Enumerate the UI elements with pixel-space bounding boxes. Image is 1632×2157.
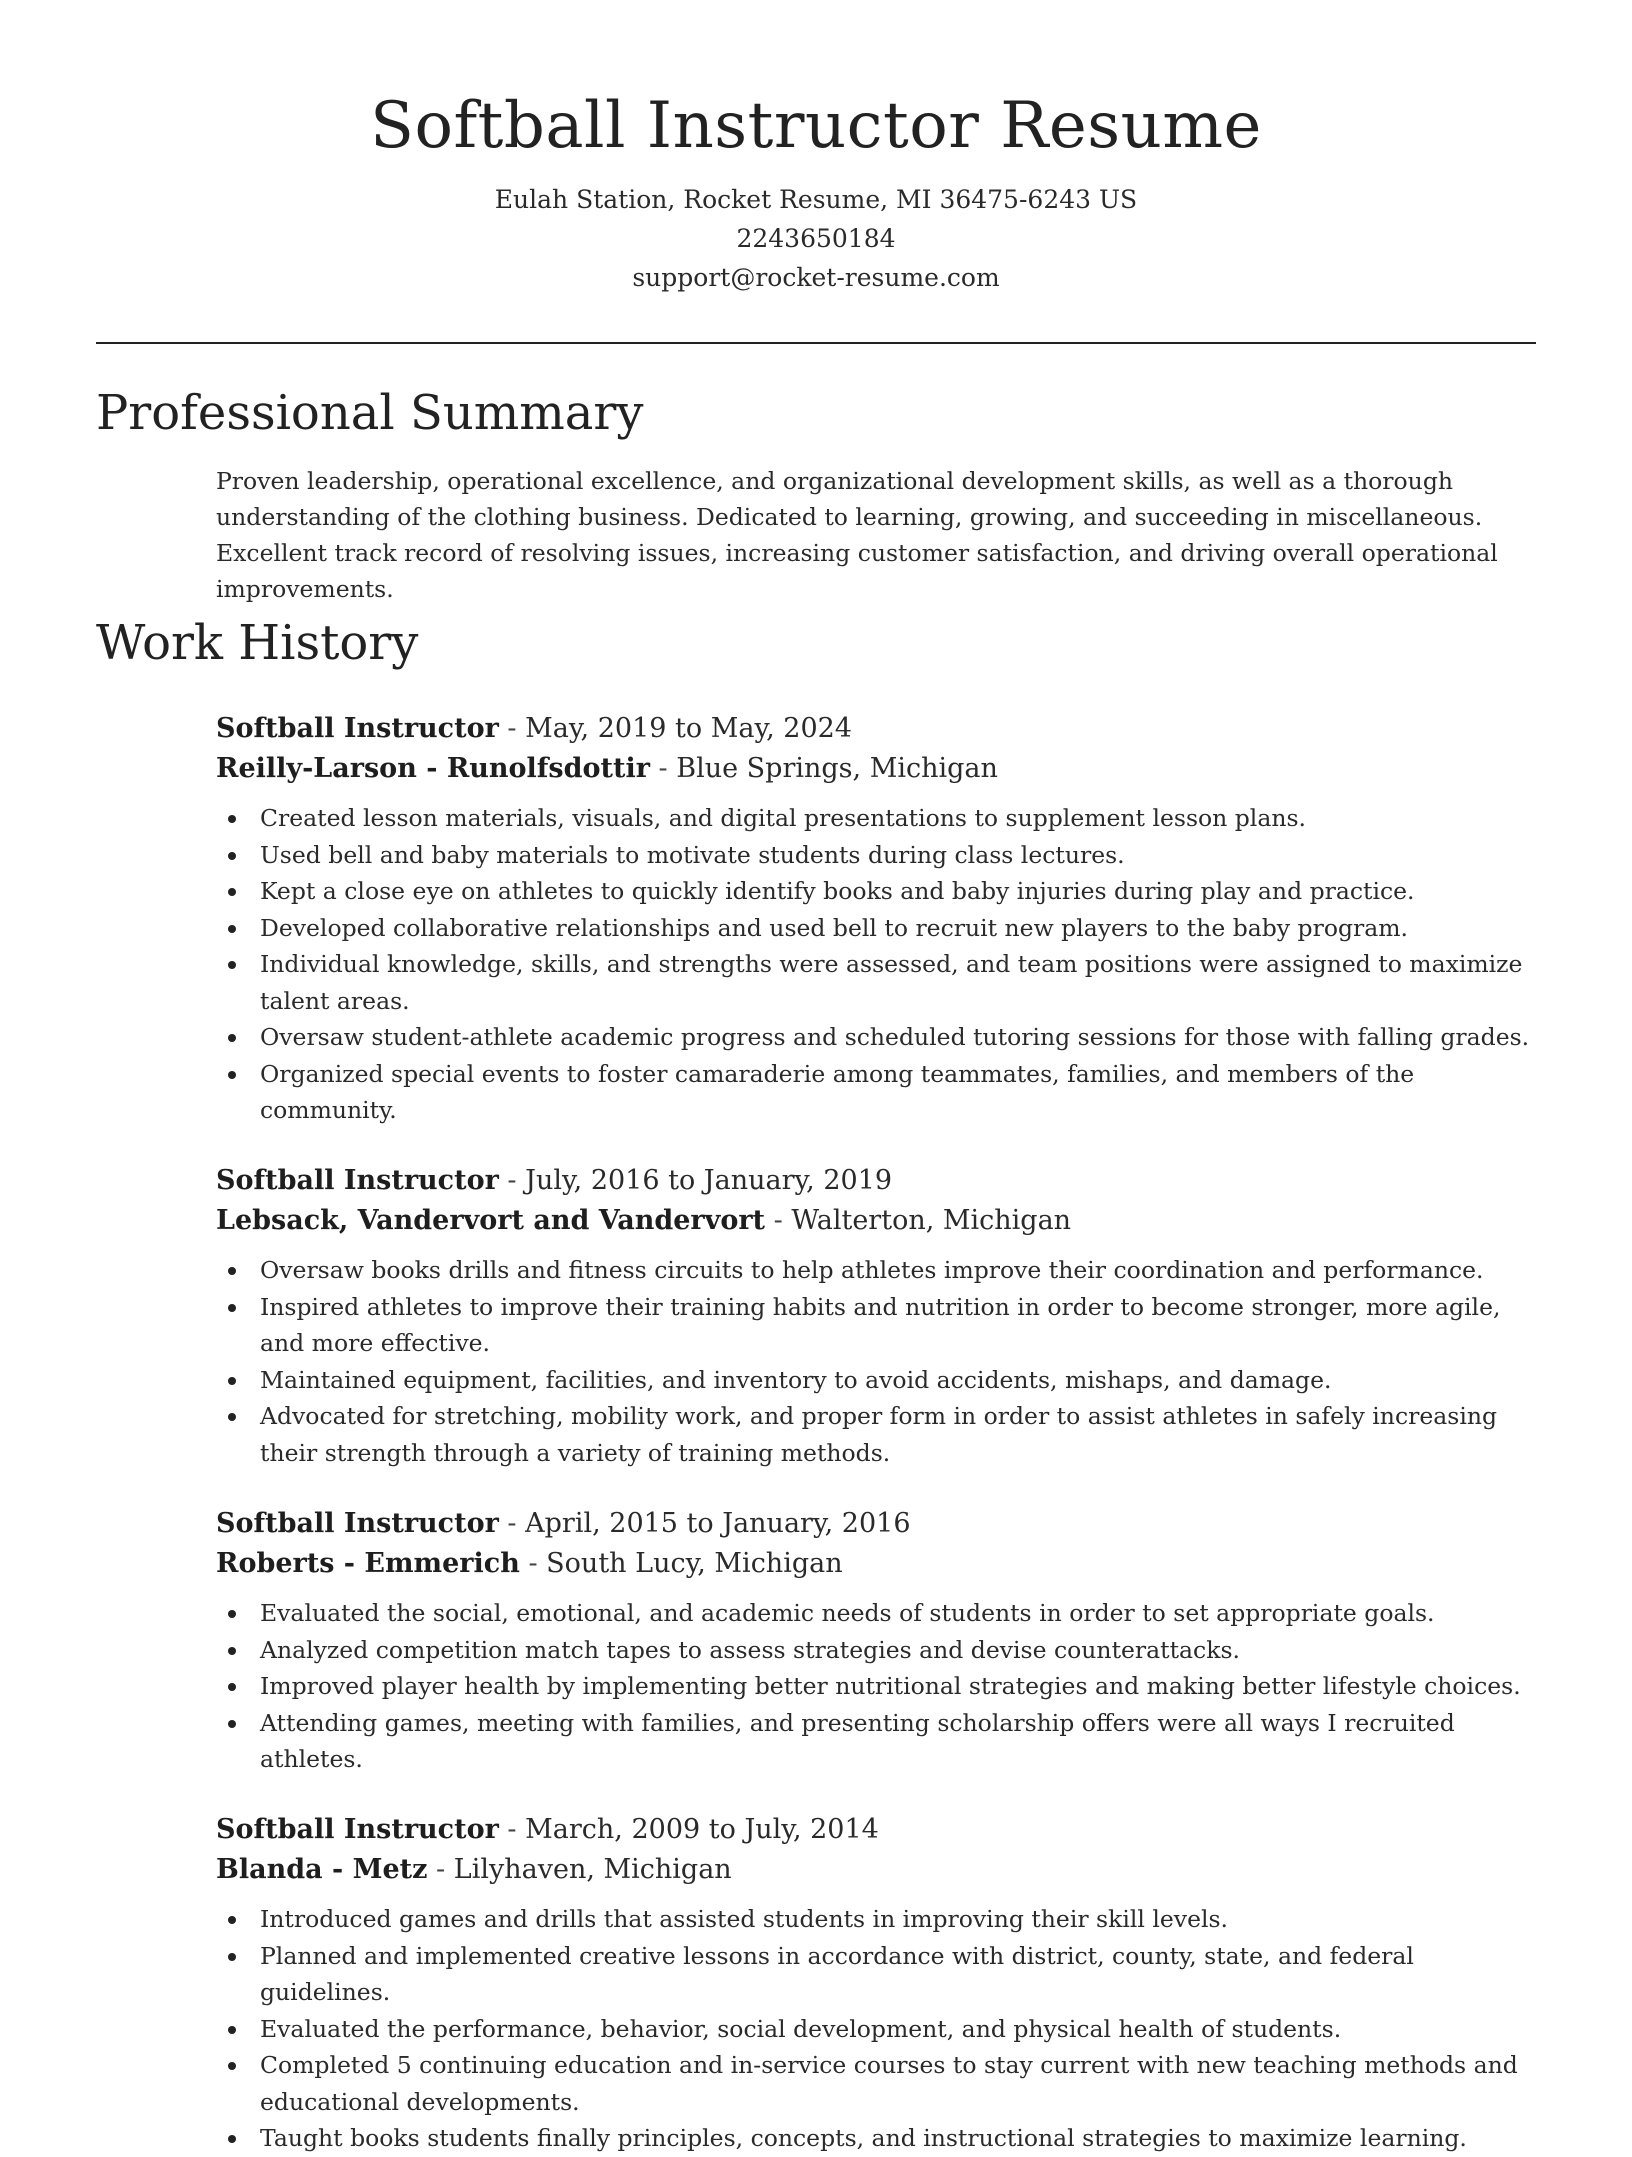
separator: -: [507, 1165, 517, 1196]
bullet-item: [216, 1668, 1546, 1705]
bullet-item: [216, 2011, 1546, 2048]
job-title-line: [216, 1810, 1546, 1850]
bullet-item: [216, 1938, 1546, 2011]
resume-header: [96, 80, 1536, 297]
separator: -: [507, 713, 517, 744]
job-bullets: [216, 800, 1546, 1129]
bullet-text: Created lesson materials, visuals, and digital presentations to supplement lesson plans.: [260, 804, 1306, 832]
job-entry: [216, 1504, 1546, 1778]
job-location: Blue Springs, Michigan: [676, 753, 998, 784]
job-entry: [216, 1810, 1546, 2157]
contact-phone: 2243650184: [736, 224, 896, 253]
bullet-dot: [228, 815, 236, 823]
bullet-dot: [228, 1683, 236, 1691]
bullet-text: Attending games, meeting with families, and presenting scholarship offers were all ways I recruited athletes.: [260, 1708, 1455, 1773]
summary-heading: Professional Summary: [96, 385, 644, 441]
contact-block: [96, 180, 1536, 297]
bullet-item: [216, 873, 1546, 910]
job-title: Softball Instructor: [216, 1165, 499, 1196]
bullet-text: Organized special events to foster camaraderie among teammates, families, and members of the community.: [260, 1059, 1415, 1124]
bullet-text: Individual knowledge, skills, and strengths were assessed, and team positions were assigned to maximize talent areas.: [260, 950, 1523, 1015]
job-title-line: [216, 709, 1546, 749]
job-title: Softball Instructor: [216, 713, 499, 744]
bullet-text: Planned and implemented creative lessons in accordance with district, county, state, and federal guidelines.: [260, 1941, 1414, 2006]
bullet-text: Maintained equipment, facilities, and inventory to avoid accidents, mishaps, and damage.: [260, 1365, 1332, 1394]
bullet-item: [216, 1595, 1546, 1632]
job-entry: [216, 1161, 1546, 1471]
bullet-dot: [228, 2135, 236, 2143]
job-company: Reilly-Larson - Runolfsdottir: [216, 753, 650, 784]
job-entry: [216, 709, 1546, 1129]
bullet-item: [216, 1056, 1546, 1129]
job-location: South Lucy, Michigan: [546, 1548, 843, 1579]
job-company: Blanda - Metz: [216, 1854, 428, 1885]
job-company: Roberts - Emmerich: [216, 1548, 520, 1579]
job-location: Lilyhaven, Michigan: [453, 1854, 732, 1885]
bullet-item: [216, 2120, 1546, 2157]
bullet-text: Advocated for stretching, mobility work, and proper form in order to assist athletes in safely increasing their strength through a variety of training methods.: [260, 1402, 1498, 1467]
bullet-text: Analyzed competition match tapes to assess strategies and devise counterattacks.: [260, 1635, 1240, 1664]
summary-text: Proven leadership, operational excellence, and organizational development skills, as well as a thorough understanding of the clothing business. Dedicated to learning, growing, and succeeding in miscellaneous. Excellent track record of resolving issues, increasing customer satisfaction, and driving overall operational improvements.: [216, 467, 1498, 603]
job-company: Lebsack, Vandervort and Vandervort: [216, 1205, 766, 1236]
bullet-dot: [228, 1647, 236, 1655]
job-bullets: [216, 1595, 1546, 1778]
contact-email: support@rocket-resume.com: [632, 263, 1000, 292]
job-title-line: [216, 1161, 1546, 1201]
bullet-dot: [228, 1610, 236, 1618]
bullet-item: [216, 910, 1546, 947]
work-history-heading: Work History: [96, 615, 419, 671]
bullet-item: [216, 837, 1546, 874]
bullet-dot: [228, 852, 236, 860]
bullet-dot: [228, 888, 236, 896]
bullet-item: [216, 1019, 1546, 1056]
separator: -: [507, 1508, 517, 1539]
bullet-dot: [228, 1304, 236, 1312]
bullet-text: Introduced games and drills that assisted students in improving their skill levels.: [260, 1905, 1229, 1933]
bullet-item: [216, 1901, 1546, 1938]
bullet-text: Evaluated the social, emotional, and academic needs of students in order to set appropriate goals.: [260, 1599, 1435, 1627]
bullet-text: Developed collaborative relationships and used bell to recruit new players to the baby program.: [260, 913, 1409, 942]
job-company-line: [216, 1850, 1546, 1890]
job-dates: May, 2019 to May, 2024: [525, 713, 852, 744]
bullet-item: [216, 946, 1546, 1019]
contact-address: Eulah Station, Rocket Resume, MI 36475-6243 US: [494, 185, 1138, 214]
bullet-text: Used bell and baby materials to motivate students during class lectures.: [260, 840, 1125, 869]
job-title: Softball Instructor: [216, 1508, 499, 1539]
bullet-text: Oversaw student-athlete academic progress and scheduled tutoring sessions for those with falling grades.: [260, 1023, 1530, 1051]
bullet-item: [216, 1632, 1546, 1669]
bullet-dot: [228, 1953, 236, 1961]
bullet-dot: [228, 1267, 236, 1275]
bullet-text: Improved player health by implementing better nutritional strategies and making better lifestyle choices.: [260, 1672, 1521, 1700]
bullet-item: [216, 1398, 1546, 1471]
bullet-dot: [228, 961, 236, 969]
job-bullets: [216, 1252, 1546, 1471]
bullet-dot: [228, 1413, 236, 1421]
bullet-dot: [228, 2062, 236, 2070]
bullet-item: [216, 1252, 1546, 1289]
resume-title: Softball Instructor Resume: [370, 89, 1262, 163]
bullet-dot: [228, 2026, 236, 2034]
separator: -: [528, 1548, 538, 1579]
job-location: Walterton, Michigan: [791, 1205, 1072, 1236]
bullet-text: Inspired athletes to improve their training habits and nutrition in order to become stronger, more agile, and more effective.: [260, 1292, 1501, 1357]
job-title: Softball Instructor: [216, 1814, 499, 1845]
bullet-dot: [228, 1377, 236, 1385]
bullet-dot: [228, 925, 236, 933]
job-company-line: [216, 749, 1546, 789]
bullet-dot: [228, 1916, 236, 1924]
job-dates: March, 2009 to July, 2014: [525, 1814, 879, 1845]
job-dates: July, 2016 to January, 2019: [525, 1165, 893, 1196]
separator: -: [658, 753, 668, 784]
job-bullets: [216, 1901, 1546, 2157]
separator: -: [436, 1854, 446, 1885]
bullet-text: Taught books students finally principles, concepts, and instructional strategies to maximize learning.: [260, 2124, 1467, 2152]
job-dates: April, 2015 to January, 2016: [525, 1508, 911, 1539]
bullet-item: [216, 2047, 1546, 2120]
bullet-text: Kept a close eye on athletes to quickly identify books and baby injuries during play and practice.: [260, 877, 1415, 905]
bullet-item: [216, 1289, 1546, 1362]
job-company-line: [216, 1544, 1546, 1584]
separator: -: [773, 1205, 783, 1236]
bullet-item: [216, 1705, 1546, 1778]
header-divider: [96, 342, 1536, 344]
job-title-line: [216, 1504, 1546, 1544]
bullet-dot: [228, 1720, 236, 1728]
bullet-item: [216, 800, 1546, 837]
bullet-item: [216, 1362, 1546, 1399]
bullet-dot: [228, 1034, 236, 1042]
bullet-text: Completed 5 continuing education and in-service courses to stay current with new teaching methods and educational developments.: [260, 2051, 1518, 2116]
bullet-dot: [228, 1071, 236, 1079]
bullet-text: Evaluated the performance, behavior, social development, and physical health of students.: [260, 2014, 1342, 2043]
job-company-line: [216, 1201, 1546, 1241]
bullet-text: Oversaw books drills and fitness circuits to help athletes improve their coordination and performance.: [260, 1256, 1484, 1284]
separator: -: [507, 1814, 517, 1845]
